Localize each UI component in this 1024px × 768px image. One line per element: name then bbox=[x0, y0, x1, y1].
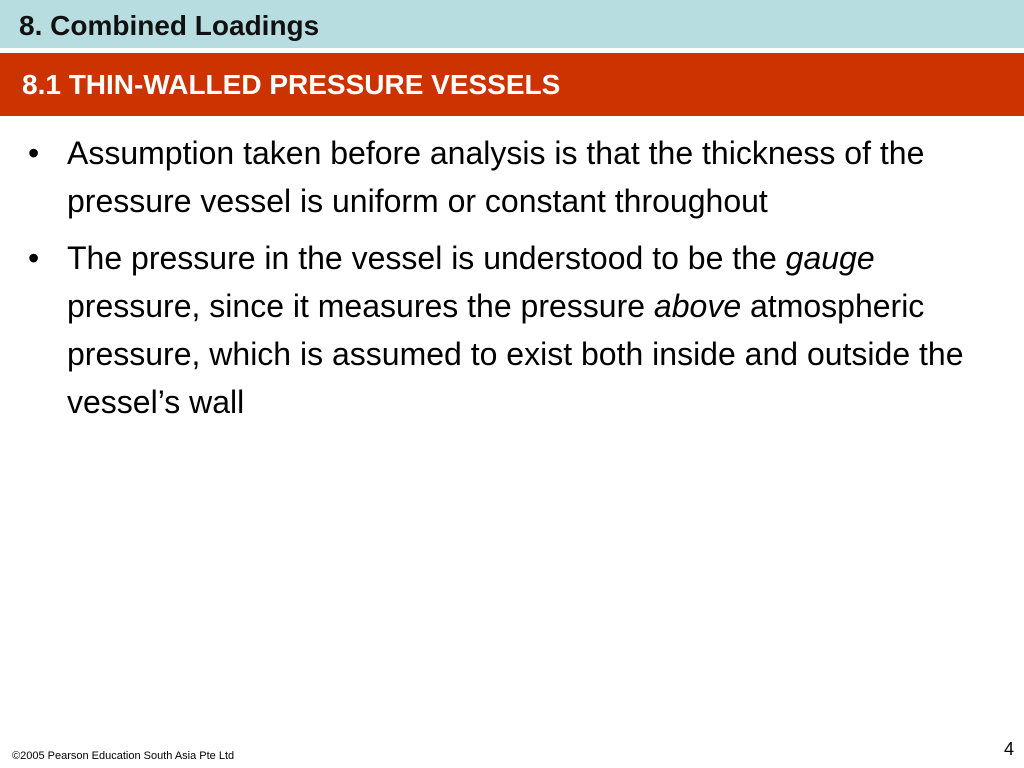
bullet-emphasis-gauge: gauge bbox=[785, 240, 875, 276]
bullet-text-segment: atmospheric pressure, which is assumed to exist both inside and outside the vessel’s wall bbox=[67, 288, 964, 420]
footer-copyright: ©2005 Pearson Education South Asia Pte Ltd bbox=[12, 750, 235, 762]
chapter-header-bar bbox=[0, 0, 1024, 48]
bullet-text-segment: pressure, since it measures the pressure bbox=[67, 288, 654, 324]
page-number: 4 bbox=[1003, 739, 1014, 759]
bullet-text: Assumption taken before analysis is that the thickness of the pressure vessel is uniform or constant throughout bbox=[67, 135, 925, 219]
bullet-item bbox=[28, 129, 988, 225]
bullet-text-segment: The pressure in the vessel is understood to be the bbox=[67, 240, 786, 276]
bullet-marker: • bbox=[28, 135, 40, 171]
bullet-list bbox=[28, 129, 988, 435]
bullet-emphasis-above: above bbox=[653, 288, 742, 324]
bullet-item bbox=[28, 234, 988, 426]
bullet-marker: • bbox=[28, 240, 40, 276]
section-title: 8.1 THIN-WALLED PRESSURE VESSELS bbox=[22, 69, 561, 100]
chapter-title: 8. Combined Loadings bbox=[19, 10, 320, 41]
section-header-bar bbox=[0, 53, 1024, 116]
